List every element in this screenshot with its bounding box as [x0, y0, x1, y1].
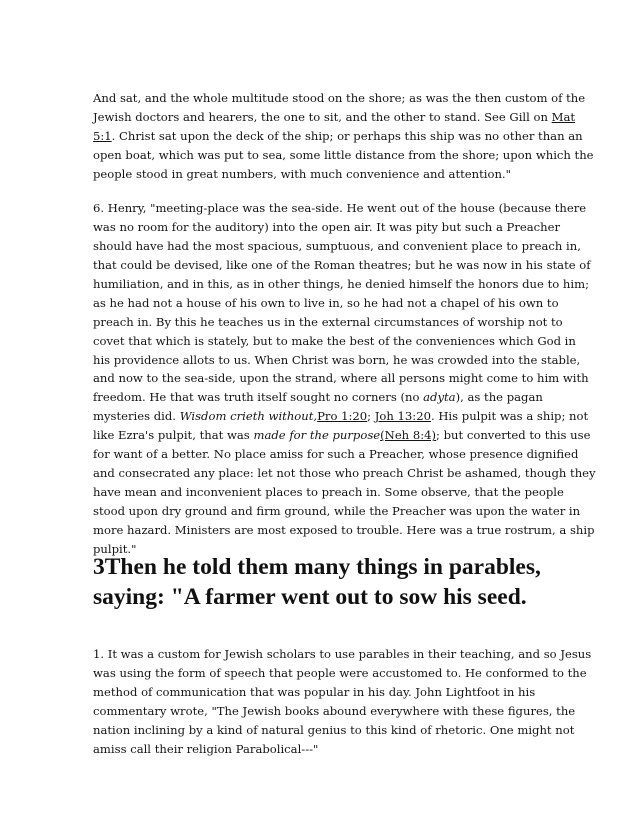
italic-quote: made for the purpose: [253, 428, 381, 443]
text-span: Jewish doctors and hearers, the one to sit, and the other to stand. See Gill on: [93, 109, 552, 124]
text-line: was no room for the auditory) into the open air. It was pity but such a Preacher: [93, 219, 561, 234]
text-line: more hazard. Ministers are most exposed to trouble. Here was a true rostrum, a ship: [93, 522, 595, 537]
text-line: and now to the sea-side, upon the strand, where all persons might come to him with: [93, 371, 589, 386]
text-line: commentary wrote, "The Jewish books abound everywhere with these figures, the: [93, 703, 576, 718]
italic-term: adyta: [423, 390, 456, 405]
scripture-link-neh-8-4[interactable]: (Neh 8:4): [380, 428, 437, 443]
text-line: his providence allots to us. When Christ was born, he was crowded into the stable,: [93, 352, 581, 367]
text-line: 1. It was a custom for Jewish scholars to use parables in their teaching, and so Jesus: [93, 647, 592, 661]
text-span: . His pulpit was a ship; not: [430, 409, 589, 424]
text-line: [93, 407, 589, 426]
text-line: method of communication that was popular in his day. John Lightfoot in his: [93, 684, 536, 699]
text-line: was using the form of speech that people were accustomed to. He conformed to the: [93, 665, 587, 680]
text-line: and consecrated any place: let not those who preach Christ be ashamed, though they: [93, 466, 596, 481]
text-span: ; but converted to this use: [436, 428, 591, 443]
text-span: freedom. He that was truth itself sought no corners (no: [93, 390, 424, 405]
heading-line: saying: "A farmer went out to sow his seed.: [93, 584, 527, 610]
text-span: ;: [367, 409, 375, 424]
text-span: mysteries did.: [93, 409, 180, 424]
paragraph-henry-quote: [93, 199, 596, 559]
text-line: have mean and inconvenient places to preach in. Some observe, that the people: [93, 485, 564, 500]
text-span: . Christ sat upon the deck of the ship; or perhaps this ship was no other than an: [111, 128, 583, 143]
heading-line: 3Then he told them many things in parables,: [93, 554, 541, 580]
text-line: 6. Henry, "meeting-place was the sea-side. He went out of the house (because there: [93, 201, 587, 215]
text-line: amiss call their religion Parabolical---": [93, 741, 319, 756]
text-line: humiliation, and in this, as in other things, he denied himself the honors due to him;: [93, 276, 589, 291]
text-line: should have had the most spacious, sumptuous, and convenient place to preach in,: [93, 238, 581, 253]
text-line: as he had not a house of his own to live in, so he had not a chapel of his own to: [93, 295, 559, 310]
text-span: like Ezra's pulpit, that was: [93, 428, 254, 443]
scripture-link-mat-5-1[interactable]: 5:1: [93, 128, 112, 143]
text-line: that could be devised, like one of the Roman theatres; but he was now in his state of: [93, 257, 591, 272]
text-line: for want of a better. No place amiss for such a Preacher, whose presence dignified: [93, 447, 579, 462]
verse-heading: [93, 552, 613, 612]
text-line: [93, 426, 591, 445]
paragraph-parables: [93, 645, 592, 759]
text-line: [93, 127, 583, 146]
scripture-link-mat[interactable]: Mat: [551, 109, 576, 124]
text-line: preach in. By this he teaches us in the external circumstances of worship not to: [93, 314, 563, 329]
text-line: And sat, and the whole multitude stood on the shore; as was the then custom of the: [93, 91, 586, 105]
paragraph-gill-quote: [93, 89, 594, 184]
text-line: open boat, which was put to sea, some little distance from the shore; upon which the: [93, 147, 594, 162]
text-line: [93, 388, 553, 407]
text-line: [93, 108, 576, 127]
italic-quote: Wisdom crieth without,: [179, 409, 318, 424]
text-line: people stood in great numbers, with much convenience and attention.": [93, 166, 511, 181]
scripture-link-joh-13-20[interactable]: Joh 13:20: [374, 409, 431, 424]
text-line: stood upon dry ground and firm ground, while the Preacher was upon the water in: [93, 504, 581, 518]
text-span: ), as the pagan: [455, 390, 543, 405]
text-line: nation inclining by a kind of natural genius to this kind of rhetoric. One might not: [93, 722, 575, 737]
text-line: pulpit.": [93, 541, 137, 556]
text-line: covet that which is stately, but to make the best of the conveniences which God in: [93, 333, 576, 348]
scripture-link-pro-1-20[interactable]: Pro 1:20: [317, 409, 368, 424]
